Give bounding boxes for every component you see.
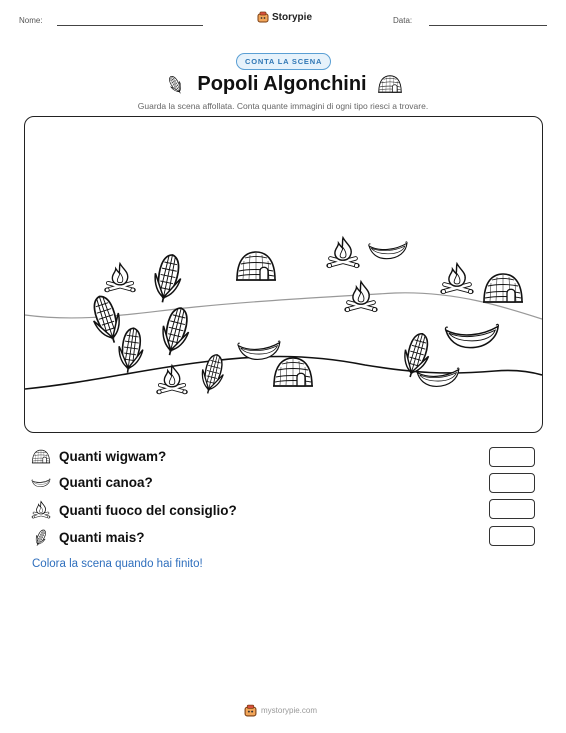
question-text: Quanti mais?	[59, 529, 145, 545]
brand	[257, 11, 312, 23]
campfire	[105, 264, 134, 292]
answer-box-canoe[interactable]	[489, 473, 535, 493]
brand-name: Storypie	[272, 11, 313, 23]
question-row	[31, 527, 145, 547]
answer-box-wigwam[interactable]	[489, 447, 535, 467]
name-field[interactable]	[57, 25, 203, 26]
canoe	[446, 324, 499, 347]
title-row	[0, 72, 566, 96]
question-text: Quanti canoa?	[59, 475, 153, 490]
campfire	[345, 282, 376, 312]
corn	[116, 327, 146, 375]
page-title: Popoli Algonchini	[197, 72, 367, 95]
storypie-logo-icon	[257, 11, 269, 23]
footer-site[interactable]: mystorypie.com	[261, 706, 318, 715]
corn-decoration-icon	[163, 72, 187, 96]
activity-badge: CONTA LA SCENA	[236, 53, 331, 70]
corn	[150, 252, 185, 305]
date-label: Data:	[393, 16, 413, 25]
date-field[interactable]	[429, 25, 547, 26]
corn-icon	[31, 527, 51, 547]
wigwam	[483, 274, 523, 302]
name-label: Nome:	[19, 16, 43, 25]
wigwam	[273, 358, 313, 386]
corn	[87, 293, 127, 347]
campfire	[441, 264, 472, 294]
question-text: Quanti fuoco del consiglio?	[59, 502, 237, 518]
coloring-note: Colora la scena quando hai finito!	[32, 558, 203, 570]
footer	[244, 704, 317, 717]
instructions: Guarda la scena affollata. Conta quante immagini di ogni tipo riesci a trovare.	[137, 101, 429, 111]
wigwam-decoration-icon	[377, 73, 403, 95]
question-text: Quanti wigwam?	[59, 449, 167, 464]
question-row	[31, 500, 237, 520]
campfire	[157, 366, 186, 394]
campfire	[327, 238, 358, 268]
question-row	[31, 448, 166, 465]
campfire-icon	[31, 500, 51, 520]
canoe	[369, 242, 407, 259]
answer-box-campfire[interactable]	[489, 499, 535, 519]
scene-frame	[24, 116, 543, 433]
wigwam	[236, 252, 276, 280]
storypie-footer-icon	[244, 704, 257, 717]
corn	[197, 352, 227, 396]
canoe-icon	[31, 477, 51, 489]
wigwam-icon	[31, 448, 51, 465]
corn	[157, 305, 194, 358]
scene-illustration	[25, 117, 542, 432]
question-row	[31, 475, 153, 490]
canoe	[417, 368, 459, 386]
answer-box-corn[interactable]	[489, 526, 535, 546]
